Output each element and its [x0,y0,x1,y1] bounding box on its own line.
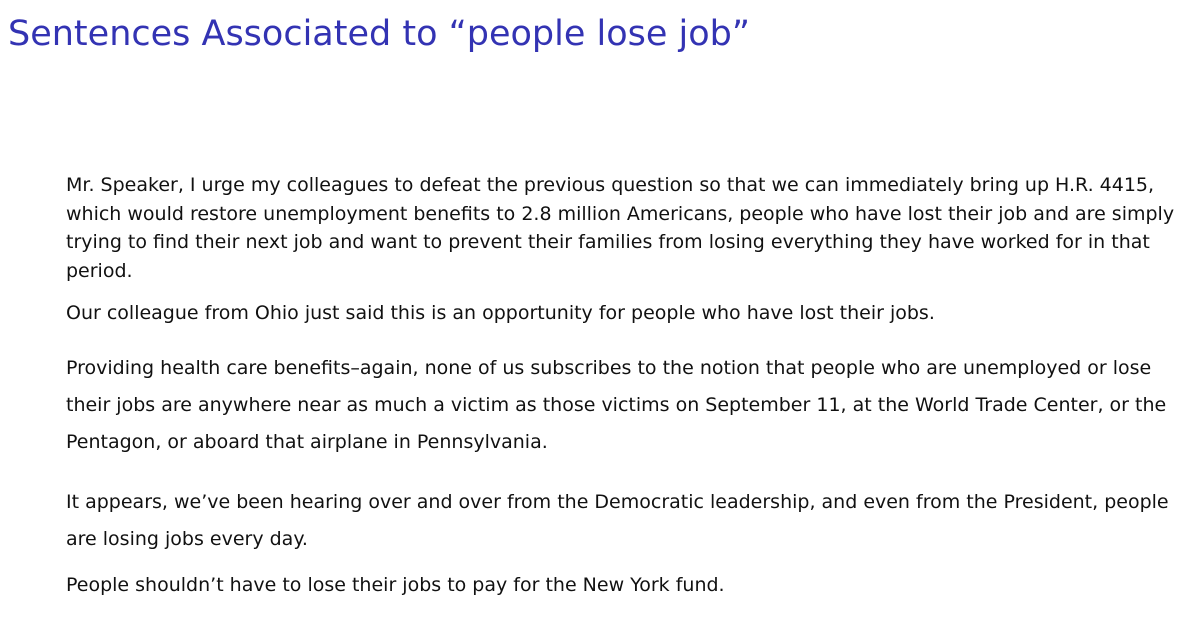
sentence-paragraph: Mr. Speaker, I urge my colleagues to defeat the previous question so that we can immediately bring up H.R. 4415, which would restore unemployment benefits to 2.8 million Americans, people who have lost their job and are simply trying to find their next job and want to prevent their families from losing everything they have worked for in that period. [66,174,1175,282]
sentence-paragraph: It appears, we’ve been hearing over and over from the Democratic leadership, and even from the President, people are losing jobs every day. [66,491,1169,550]
sentence-paragraph: Our colleague from Ohio just said this is an opportunity for people who have lost their jobs. [66,302,935,324]
sentence-paragraph: Providing health care benefits–again, none of us subscribes to the notion that people who are unemployed or lose their jobs are anywhere near as much a victim as those victims on September 11, at the World Trade Center, or the Pentagon, or aboard that airplane in Pennsylvania. [66,357,1167,453]
sentence-list [66,171,1192,599]
slide-title: Sentences Associated to “people lose job” [8,14,751,54]
sentence-paragraph: People shouldn’t have to lose their jobs to pay for the New York fund. [66,574,725,596]
